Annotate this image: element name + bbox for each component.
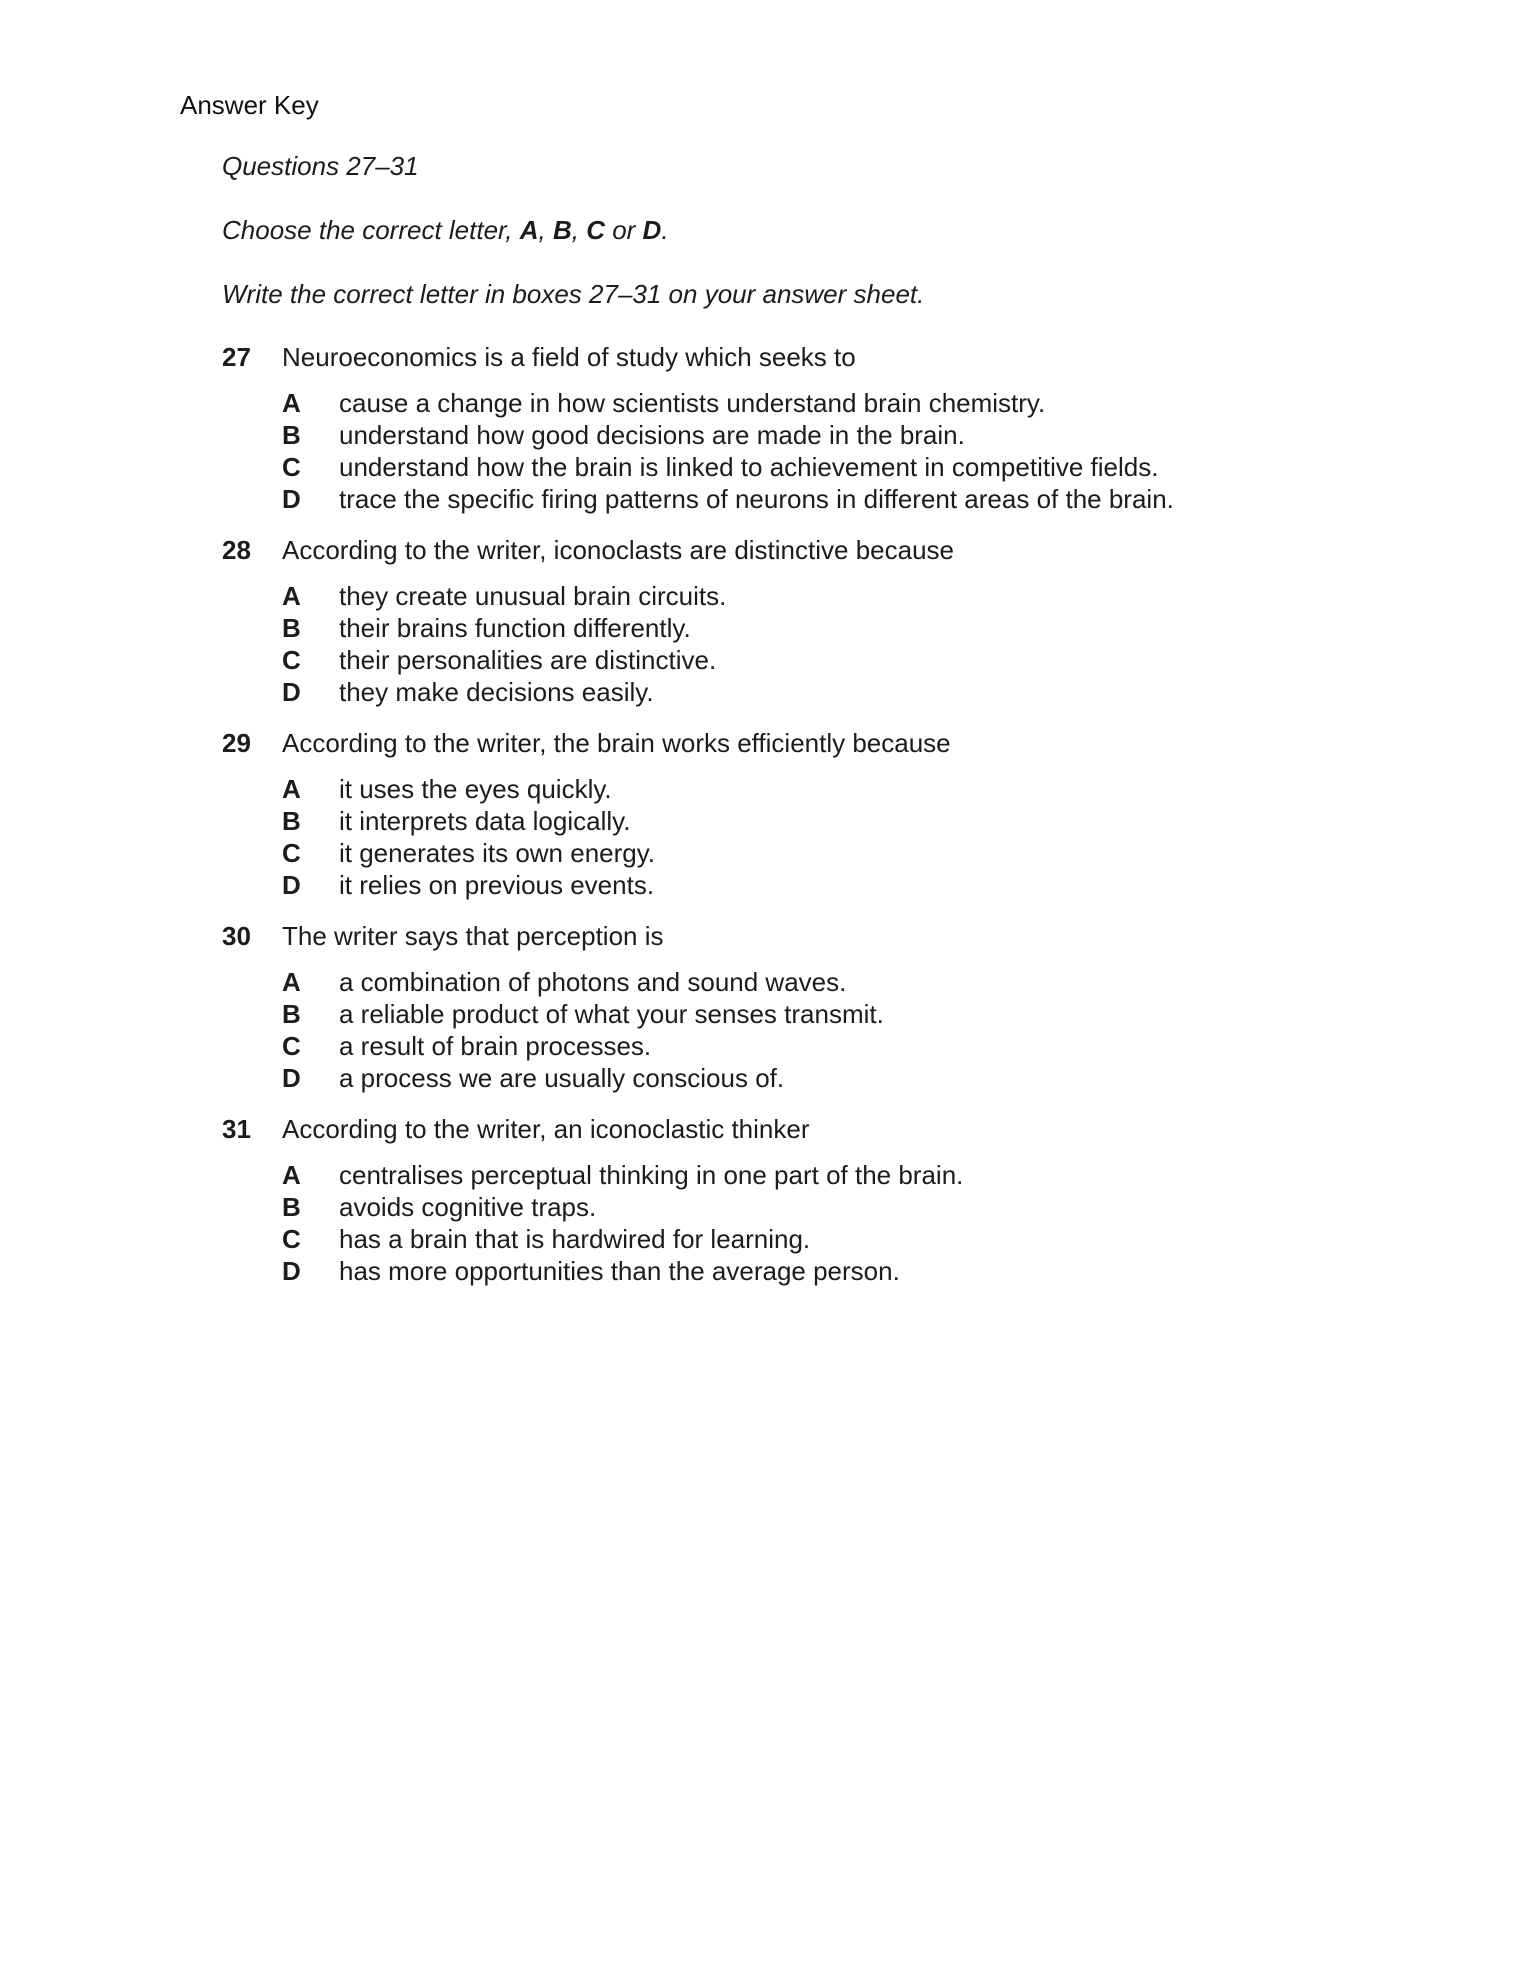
option-text: a process we are usually conscious of. [339,1063,785,1093]
option-letter: D [282,870,301,900]
question-31 [222,1111,1242,1287]
option-text: it interprets data logically. [339,806,631,836]
option-text: cause a change in how scientists understand brain chemistry. [339,388,1046,418]
option-c [222,451,1242,483]
option-b [222,998,1242,1030]
letter-b: B [552,215,572,245]
letter-d: D [642,215,662,245]
option-letter: A [282,967,301,997]
option-letter: C [282,1224,301,1254]
option-d [222,1062,1242,1094]
instruction-sep-1: , [538,215,553,245]
option-a [222,966,1242,998]
option-c [222,644,1242,676]
scanned-question-sheet [222,148,1242,1304]
question-number: 27 [222,342,251,372]
option-letter: B [282,999,301,1029]
option-text: has more opportunities than the average person. [339,1256,900,1286]
option-text: trace the specific firing patterns of neurons in different areas of the brain. [339,484,1174,514]
option-letter: B [282,1192,301,1222]
option-letter: C [282,838,301,868]
option-a [222,387,1242,419]
question-stem [222,1111,1242,1147]
instruction-or: or [604,215,643,245]
option-text: they create unusual brain circuits. [339,581,727,611]
section-title: Questions 27–31 [222,151,419,181]
question-30 [222,918,1242,1094]
option-letter: D [282,1063,301,1093]
question-29 [222,725,1242,901]
option-d [222,1255,1242,1287]
option-letter: A [282,581,301,611]
question-stem [222,339,1242,375]
option-text: a result of brain processes. [339,1031,652,1061]
option-letter: C [282,452,301,482]
option-a [222,1159,1242,1191]
option-text: their brains function differently. [339,613,691,643]
question-stem [222,532,1242,568]
option-letter: C [282,1031,301,1061]
option-letter: B [282,613,301,643]
question-text: According to the writer, iconoclasts are distinctive because [282,535,955,565]
question-28 [222,532,1242,708]
option-text: it uses the eyes quickly. [339,774,612,804]
question-stem [222,918,1242,954]
option-text: understand how the brain is linked to achievement in competitive fields. [339,452,1159,482]
letter-c: C [586,215,605,245]
option-b [222,419,1242,451]
instruction-write-letter: Write the correct letter in boxes 27–31 on your answer sheet. [222,279,925,309]
instruction-choose-letter [222,212,1242,248]
option-text: it generates its own energy. [339,838,656,868]
option-c [222,1223,1242,1255]
option-text: avoids cognitive traps. [339,1192,597,1222]
question-number: 30 [222,921,251,951]
question-text: According to the writer, an iconoclastic thinker [282,1114,810,1144]
question-text: According to the writer, the brain works efficiently because [282,728,951,758]
option-letter: A [282,388,301,418]
option-letter: A [282,1160,301,1190]
question-stem [222,725,1242,761]
option-letter: D [282,484,301,514]
option-c [222,837,1242,869]
question-list [222,339,1242,1287]
option-a [222,773,1242,805]
option-b [222,612,1242,644]
option-text: has a brain that is hardwired for learning. [339,1224,811,1254]
option-b [222,805,1242,837]
option-text: their personalities are distinctive. [339,645,717,675]
option-text: it relies on previous events. [339,870,655,900]
option-d [222,869,1242,901]
option-letter: B [282,420,301,450]
option-text: centralises perceptual thinking in one part of the brain. [339,1160,964,1190]
option-b [222,1191,1242,1223]
letter-a: A [519,215,539,245]
question-text: Neuroeconomics is a field of study which seeks to [282,342,856,372]
option-c [222,1030,1242,1062]
page-header: Answer Key [180,90,319,120]
question-27 [222,339,1242,515]
option-text: a combination of photons and sound waves. [339,967,847,997]
option-letter: D [282,1256,301,1286]
option-text: they make decisions easily. [339,677,654,707]
option-letter: C [282,645,301,675]
instruction-prefix: Choose the correct letter, [222,215,520,245]
question-number: 28 [222,535,251,565]
option-letter: A [282,774,301,804]
question-number: 31 [222,1114,251,1144]
option-d [222,676,1242,708]
instruction-suffix: . [661,215,669,245]
question-number: 29 [222,728,251,758]
option-letter: B [282,806,301,836]
option-letter: D [282,677,301,707]
option-text: understand how good decisions are made in the brain. [339,420,965,450]
option-a [222,580,1242,612]
instruction-sep-2: , [571,215,587,245]
option-d [222,483,1242,515]
option-text: a reliable product of what your senses transmit. [339,999,884,1029]
question-text: The writer says that perception is [282,921,664,951]
